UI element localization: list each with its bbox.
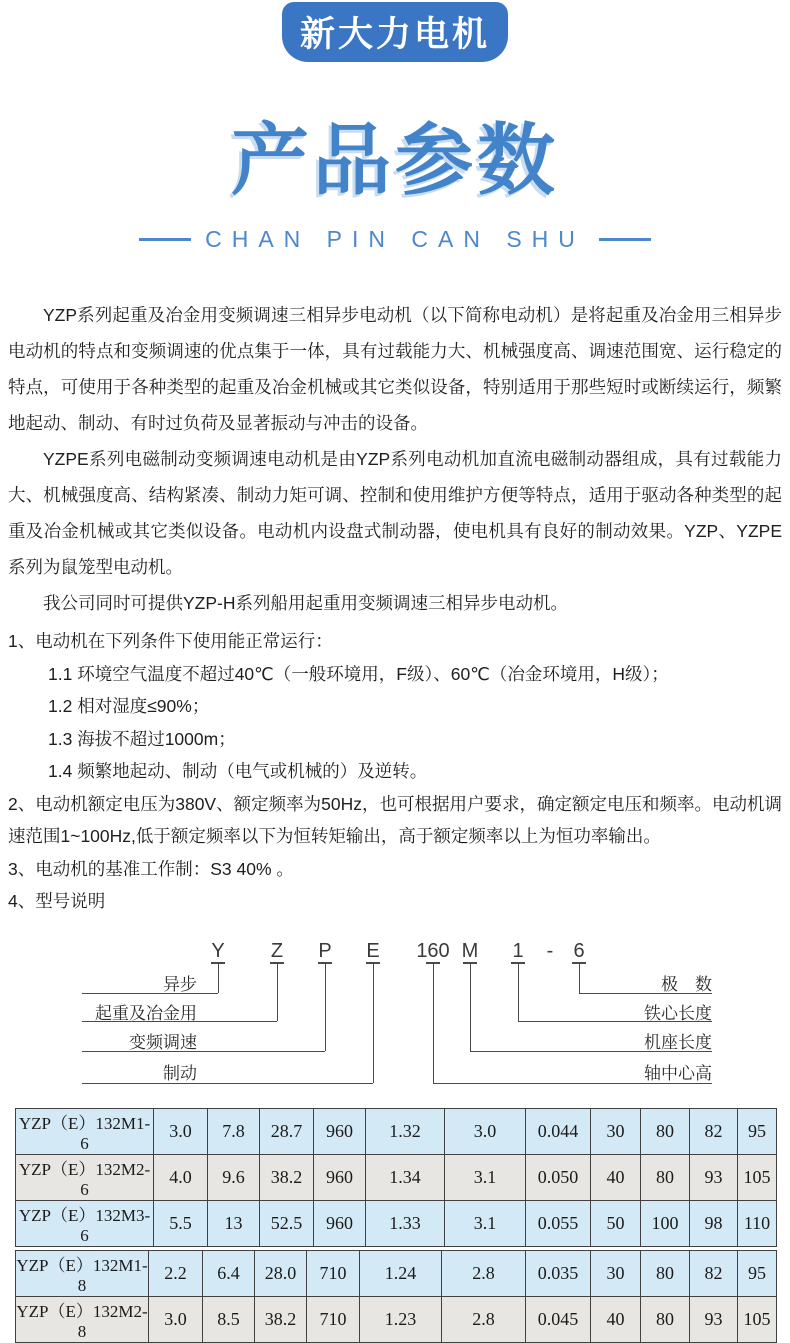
value-cell: 93 bbox=[690, 1154, 738, 1200]
content-area bbox=[0, 297, 790, 918]
value-cell: 50 bbox=[591, 1200, 641, 1246]
model-cell: YZP（E）132M2-6 bbox=[16, 1154, 154, 1200]
value-cell: 82 bbox=[690, 1108, 738, 1154]
diagram-vline-Z bbox=[277, 963, 278, 1021]
value-cell: 0.045 bbox=[526, 1296, 591, 1342]
value-cell: 28.7 bbox=[260, 1108, 314, 1154]
model-cell: YZP（E）132M1-6 bbox=[16, 1108, 154, 1154]
value-cell: 98 bbox=[690, 1200, 738, 1246]
value-cell: 13 bbox=[208, 1200, 260, 1246]
value-cell: 110 bbox=[738, 1200, 777, 1246]
value-cell: 960 bbox=[314, 1200, 366, 1246]
value-cell: 80 bbox=[641, 1154, 690, 1200]
value-cell: 1.23 bbox=[360, 1296, 442, 1342]
diagram-vline-160 bbox=[433, 963, 434, 1083]
notes-list bbox=[8, 625, 782, 918]
model-cell: YZP（E）132M1-8 bbox=[16, 1250, 149, 1296]
value-cell: 100 bbox=[641, 1200, 690, 1246]
value-cell: 95 bbox=[738, 1250, 777, 1296]
page-subtitle: CHAN PIN CAN SHU bbox=[205, 226, 585, 252]
value-cell: 38.2 bbox=[260, 1154, 314, 1200]
value-cell: 80 bbox=[641, 1108, 690, 1154]
value-cell: 3.0 bbox=[149, 1296, 203, 1342]
diagram-vline-Y bbox=[218, 963, 219, 993]
note-3: 3、电动机的基准工作制：S3 40% 。 bbox=[8, 858, 294, 879]
note-1-3: 1.3 海拔不超过1000m； bbox=[48, 728, 236, 749]
diagram-label-poles: 极 数 bbox=[661, 974, 712, 994]
diagram-vline-1 bbox=[518, 963, 519, 1021]
value-cell: 3.0 bbox=[445, 1108, 526, 1154]
value-cell: 40 bbox=[591, 1296, 641, 1342]
intro-paragraph-2: YZPE系列电磁制动变频调速电动机是由YZP系列电动机加直流电磁制动器组成，具有过载能力大、机械强度高、结构紧凑、制动力矩可调、控制和使用维护方便等特点，适用于驱动各种类型的起重及冶金机械或其它类似设备。电动机内设盘式制动器，使电机具有良好的制动效果。YZP、YZPE系列为鼠笼型电动机。 bbox=[8, 449, 782, 577]
diagram-code-M: M bbox=[461, 939, 479, 962]
model-cell: YZP（E）132M2-8 bbox=[16, 1296, 149, 1342]
value-cell: 0.055 bbox=[526, 1200, 591, 1246]
value-cell: 0.050 bbox=[526, 1154, 591, 1200]
note-1-1: 1.1 环境空气温度不超过40℃（一般环境用，F级）、60℃（冶金环境用，H级）； bbox=[48, 663, 669, 684]
value-cell: 4.0 bbox=[154, 1154, 208, 1200]
diagram-vline-M bbox=[470, 963, 471, 1051]
value-cell: 960 bbox=[314, 1154, 366, 1200]
diagram-code-E: E bbox=[366, 939, 380, 962]
value-cell: 2.8 bbox=[442, 1296, 526, 1342]
value-cell: 0.044 bbox=[526, 1108, 591, 1154]
value-cell: 105 bbox=[738, 1154, 777, 1200]
diagram-label-shaft-height: 轴中心高 bbox=[644, 1063, 712, 1083]
note-4: 4、型号说明 bbox=[8, 891, 106, 911]
value-cell: 82 bbox=[690, 1250, 738, 1296]
value-cell: 1.32 bbox=[366, 1108, 445, 1154]
note-1: 1、电动机在下列条件下使用能正常运行： bbox=[8, 631, 333, 651]
subtitle-right-dash bbox=[599, 238, 651, 241]
note-1-4: 1.4 频繁地起动、制动（电气或机械的）及逆转。 bbox=[48, 761, 428, 781]
value-cell: 8.5 bbox=[203, 1296, 255, 1342]
value-cell: 6.4 bbox=[203, 1250, 255, 1296]
value-cell: 52.5 bbox=[260, 1200, 314, 1246]
spec-table-group-1 bbox=[15, 1108, 777, 1247]
spec-table-group-2 bbox=[15, 1250, 777, 1343]
diagram-code-160: 160 bbox=[416, 939, 450, 962]
diagram-label-core-length: 铁心长度 bbox=[644, 1003, 712, 1023]
spec-table-row bbox=[16, 1296, 777, 1342]
diagram-code-1: 1 bbox=[512, 939, 524, 962]
diagram-vline-P bbox=[325, 963, 326, 1051]
value-cell: 710 bbox=[307, 1250, 360, 1296]
spec-table-row bbox=[16, 1154, 777, 1200]
value-cell: 710 bbox=[307, 1296, 360, 1342]
diagram-vline-E bbox=[373, 963, 374, 1083]
value-cell: 40 bbox=[591, 1154, 641, 1200]
value-cell: 0.035 bbox=[526, 1250, 591, 1296]
diagram-label-brake: 制动 bbox=[163, 1063, 197, 1083]
value-cell: 2.2 bbox=[149, 1250, 203, 1296]
value-cell: 3.0 bbox=[154, 1108, 208, 1154]
value-cell: 30 bbox=[591, 1108, 641, 1154]
note-2: 2、电动机额定电压为380V、额定频率为50Hz，也可根据用户要求，确定额定电压和频率。电动机调速范围1~100Hz,低于额定频率以下为恒转矩输出，高于额定频率以上为恒功率输出。 bbox=[8, 793, 782, 846]
diagram-label-async: 异步 bbox=[163, 974, 197, 994]
page-subtitle-row bbox=[0, 226, 790, 253]
value-cell: 5.5 bbox=[154, 1200, 208, 1246]
value-cell: 7.8 bbox=[208, 1108, 260, 1154]
value-cell: 30 bbox=[591, 1250, 641, 1296]
diagram-code-dash: - bbox=[546, 939, 554, 962]
value-cell: 3.1 bbox=[445, 1200, 526, 1246]
subtitle-left-dash bbox=[139, 238, 191, 241]
diagram-hline-yibu bbox=[82, 993, 218, 994]
diagram-code-Y: Y bbox=[211, 939, 225, 962]
brand-badge-label: 新大力电机 bbox=[299, 15, 490, 54]
value-cell: 9.6 bbox=[208, 1154, 260, 1200]
value-cell: 3.1 bbox=[445, 1154, 526, 1200]
intro-paragraph-3: 我公司同时可提供YZP-H系列船用起重用变频调速三相异步电动机。 bbox=[43, 593, 568, 613]
diagram-vline-6 bbox=[579, 963, 580, 993]
intro-paragraph-1: YZP系列起重及冶金用变频调速三相异步电动机（以下简称电动机）是将起重及冶金用三相异步电动机的特点和变频调速的优点集于一体，具有过载能力大、机械强度高、调速范围宽、运行稳定的特点，可使用于各种类型的起重及冶金机械或其它类似设备，特别适用于那些短时或断续运行，频繁地起动、制动、有时过负荷及显著振动与冲击的设备。 bbox=[8, 305, 782, 433]
value-cell: 1.33 bbox=[366, 1200, 445, 1246]
diagram-hline-bianpin bbox=[82, 1051, 325, 1052]
value-cell: 80 bbox=[641, 1296, 690, 1342]
value-cell: 960 bbox=[314, 1108, 366, 1154]
page-title: 产品参数 bbox=[230, 116, 559, 204]
brand-badge bbox=[282, 2, 508, 62]
value-cell: 1.34 bbox=[366, 1154, 445, 1200]
value-cell: 80 bbox=[641, 1250, 690, 1296]
model-designation-diagram bbox=[0, 930, 790, 1098]
spec-table-row bbox=[16, 1200, 777, 1246]
diagram-code-Z: Z bbox=[270, 939, 284, 962]
spec-table-row bbox=[16, 1250, 777, 1296]
diagram-label-frame-length: 机座长度 bbox=[644, 1032, 712, 1052]
value-cell: 93 bbox=[690, 1296, 738, 1342]
note-1-2: 1.2 相对湿度≤90%； bbox=[48, 696, 210, 716]
diagram-label-crane-metal: 起重及冶金用 bbox=[95, 1003, 197, 1023]
value-cell: 38.2 bbox=[255, 1296, 307, 1342]
value-cell: 95 bbox=[738, 1108, 777, 1154]
diagram-label-vfd: 变频调速 bbox=[129, 1032, 197, 1052]
value-cell: 105 bbox=[738, 1296, 777, 1342]
value-cell: 1.24 bbox=[360, 1250, 442, 1296]
value-cell: 2.8 bbox=[442, 1250, 526, 1296]
diagram-code-P: P bbox=[318, 939, 332, 962]
spec-table-row bbox=[16, 1108, 777, 1154]
value-cell: 28.0 bbox=[255, 1250, 307, 1296]
model-cell: YZP（E）132M3-6 bbox=[16, 1200, 154, 1246]
diagram-hline-zhidong bbox=[82, 1083, 373, 1084]
diagram-code-6: 6 bbox=[573, 939, 585, 962]
